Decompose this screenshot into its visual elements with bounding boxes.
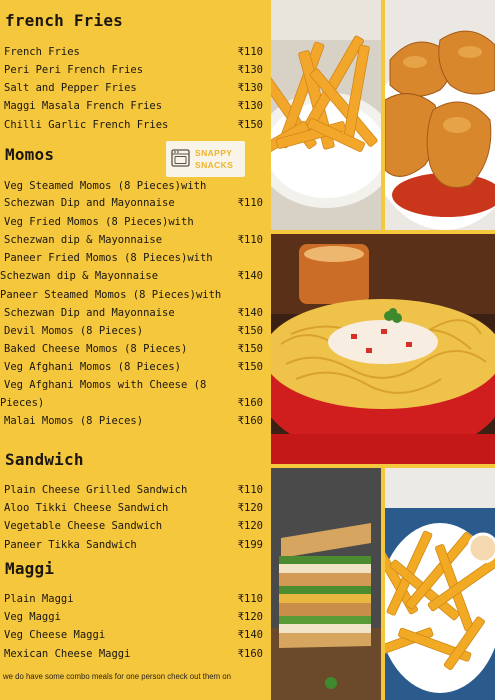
item-name: Salt and Pepper Fries	[4, 82, 137, 94]
item-price: ₹150	[237, 343, 263, 355]
item-price: ₹110	[237, 46, 263, 58]
item-name: Paneer Steamed Momos (8 Pieces)with	[0, 289, 222, 301]
item-name: Baked Cheese Momos (8 Pieces)	[4, 343, 188, 355]
section-title-sandwich: Sandwich	[5, 450, 84, 469]
item-name-continuation: Schezwan Dip and Mayonnaise	[4, 307, 175, 319]
item-name: Paneer Tikka Sandwich	[4, 539, 137, 551]
item-name: Veg Maggi	[4, 611, 61, 623]
item-price: ₹160	[237, 415, 263, 427]
logo-line-2: SNACKS	[195, 160, 234, 170]
item-price: ₹110	[237, 593, 263, 605]
item-name-continuation: Schezwan dip & Mayonnaise	[0, 270, 159, 282]
item-name: Maggi Masala French Fries	[4, 100, 163, 112]
item-name: Veg Fried Momos (8 Pieces)with	[4, 216, 194, 228]
item-name: Veg Afghani Momos with Cheese (8	[4, 379, 207, 391]
menu-item-continuation	[0, 394, 266, 412]
section-title-maggi: Maggi	[5, 559, 55, 578]
fries-bowl-photo	[271, 0, 381, 230]
menu-item	[0, 286, 221, 304]
item-price: ₹110	[237, 234, 263, 246]
footer-note: we do have some combo meals for one person check out them on	[3, 672, 231, 681]
item-name: Plain Cheese Grilled Sandwich	[4, 484, 188, 496]
logo-line-1: SNAPPY	[195, 148, 233, 158]
item-name-continuation: Schezwan Dip and Mayonnaise	[4, 197, 175, 209]
item-name: Veg Steamed Momos (8 Pieces)with	[4, 180, 207, 192]
item-price: ₹110	[237, 484, 263, 496]
item-price: ₹130	[237, 82, 263, 94]
item-name: Plain Maggi	[4, 593, 74, 605]
item-price: ₹150	[237, 361, 263, 373]
maggi-bowl-photo	[271, 234, 495, 464]
sandwich-photo	[271, 468, 381, 700]
item-name: Paneer Fried Momos (8 Pieces)with	[4, 252, 213, 264]
item-name: French Fries	[4, 46, 80, 58]
item-price: ₹120	[237, 520, 263, 532]
item-price: ₹130	[237, 64, 263, 76]
item-price: ₹140	[237, 307, 263, 319]
fried-momos-photo	[385, 0, 495, 230]
section-title-french-fries: french Fries	[5, 11, 123, 30]
item-price: ₹199	[237, 539, 263, 551]
item-price: ₹120	[237, 611, 263, 623]
fries-basket-photo	[385, 468, 495, 700]
item-name: Malai Momos (8 Pieces)	[4, 415, 144, 427]
item-name: Chilli Garlic French Fries	[4, 119, 169, 131]
item-name-continuation: Pieces)	[0, 397, 45, 409]
item-name: Mexican Cheese Maggi	[4, 648, 131, 660]
item-price: ₹140	[237, 270, 263, 282]
item-name-continuation: Schezwan dip & Mayonnaise	[4, 234, 163, 246]
item-price: ₹160	[237, 397, 263, 409]
oven-icon	[171, 149, 190, 167]
photo-column	[271, 0, 495, 700]
section-title-momos: Momos	[5, 145, 55, 164]
item-name: Veg Afghani Momos (8 Pieces)	[4, 361, 182, 373]
item-price: ₹140	[237, 629, 263, 641]
menu-item-continuation	[0, 267, 266, 285]
item-price: ₹150	[237, 119, 263, 131]
item-name: Aloo Tikki Cheese Sandwich	[4, 502, 169, 514]
item-price: ₹150	[237, 325, 263, 337]
item-name: Vegetable Cheese Sandwich	[4, 520, 163, 532]
item-name: Peri Peri French Fries	[4, 64, 144, 76]
item-price: ₹110	[237, 197, 263, 209]
item-name: Veg Cheese Maggi	[4, 629, 106, 641]
item-name: Devil Momos (8 Pieces)	[4, 325, 144, 337]
snappy-snacks-logo	[166, 141, 245, 177]
item-price: ₹130	[237, 100, 263, 112]
item-price: ₹160	[237, 648, 263, 660]
item-price: ₹120	[237, 502, 263, 514]
